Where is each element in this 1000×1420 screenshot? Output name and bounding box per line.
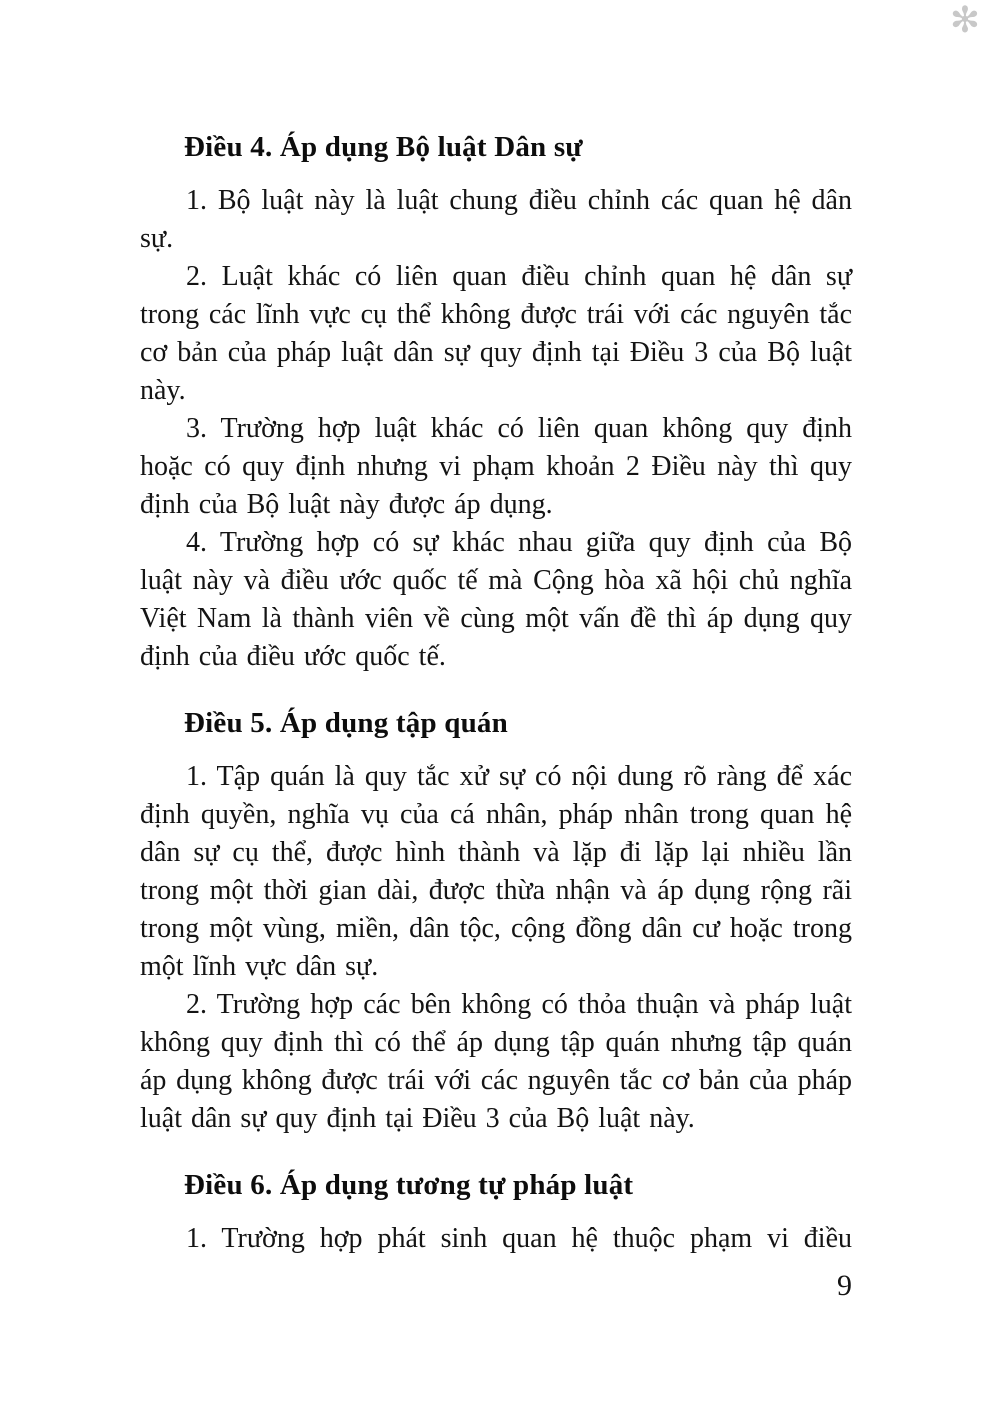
article-section-dieu-5	[140, 706, 852, 1138]
article-paragraph: 3. Trường hợp luật khác có liên quan không quy định hoặc có quy định nhưng vi phạm khoản 2 Điều này thì quy định của Bộ luật này được áp dụng.	[140, 413, 852, 520]
article-heading: Điều 5. Áp dụng tập quán	[184, 707, 508, 739]
page-content	[140, 130, 852, 1258]
flower-ornament-icon: ✻	[949, 0, 980, 40]
page-number: 9	[837, 1269, 852, 1302]
article-paragraph: 1. Tập quán là quy tắc xử sự có nội dung rõ ràng để xác định quyền, nghĩa vụ của cá nhân, pháp nhân trong quan hệ dân sự cụ thể, được hình thành và lặp đi lặp lại nhiều lần trong một thời gian dài, được thừa nhận và áp dụng rộng rãi trong một vùng, miền, dân tộc, cộng đồng dân cư hoặc trong một lĩnh vực dân sự.	[140, 761, 852, 982]
article-paragraph: 2. Trường hợp các bên không có thỏa thuận và pháp luật không quy định thì có thể áp dụng tập quán nhưng tập quán áp dụng không được trái với các nguyên tắc cơ bản của pháp luật dân sự quy định tại Điều 3 của Bộ luật này.	[140, 989, 852, 1134]
article-paragraph: 2. Luật khác có liên quan điều chỉnh quan hệ dân sự trong các lĩnh vực cụ thể không được trái với các nguyên tắc cơ bản của pháp luật dân sự quy định tại Điều 3 của Bộ luật này.	[140, 261, 852, 406]
article-paragraph: 4. Trường hợp có sự khác nhau giữa quy định của Bộ luật này và điều ước quốc tế mà Cộng hòa xã hội chủ nghĩa Việt Nam là thành viên về cùng một vấn đề thì áp dụng quy định của điều ước quốc tế.	[140, 527, 852, 672]
article-paragraph: 1. Bộ luật này là luật chung điều chỉnh các quan hệ dân sự.	[140, 185, 852, 254]
article-heading: Điều 4. Áp dụng Bộ luật Dân sự	[184, 131, 583, 163]
article-section-dieu-6	[140, 1168, 852, 1258]
article-paragraph: 1. Trường hợp phát sinh quan hệ thuộc phạm vi điều	[186, 1223, 852, 1254]
article-heading: Điều 6. Áp dụng tương tự pháp luật	[184, 1169, 634, 1201]
article-section-dieu-4	[140, 130, 852, 676]
